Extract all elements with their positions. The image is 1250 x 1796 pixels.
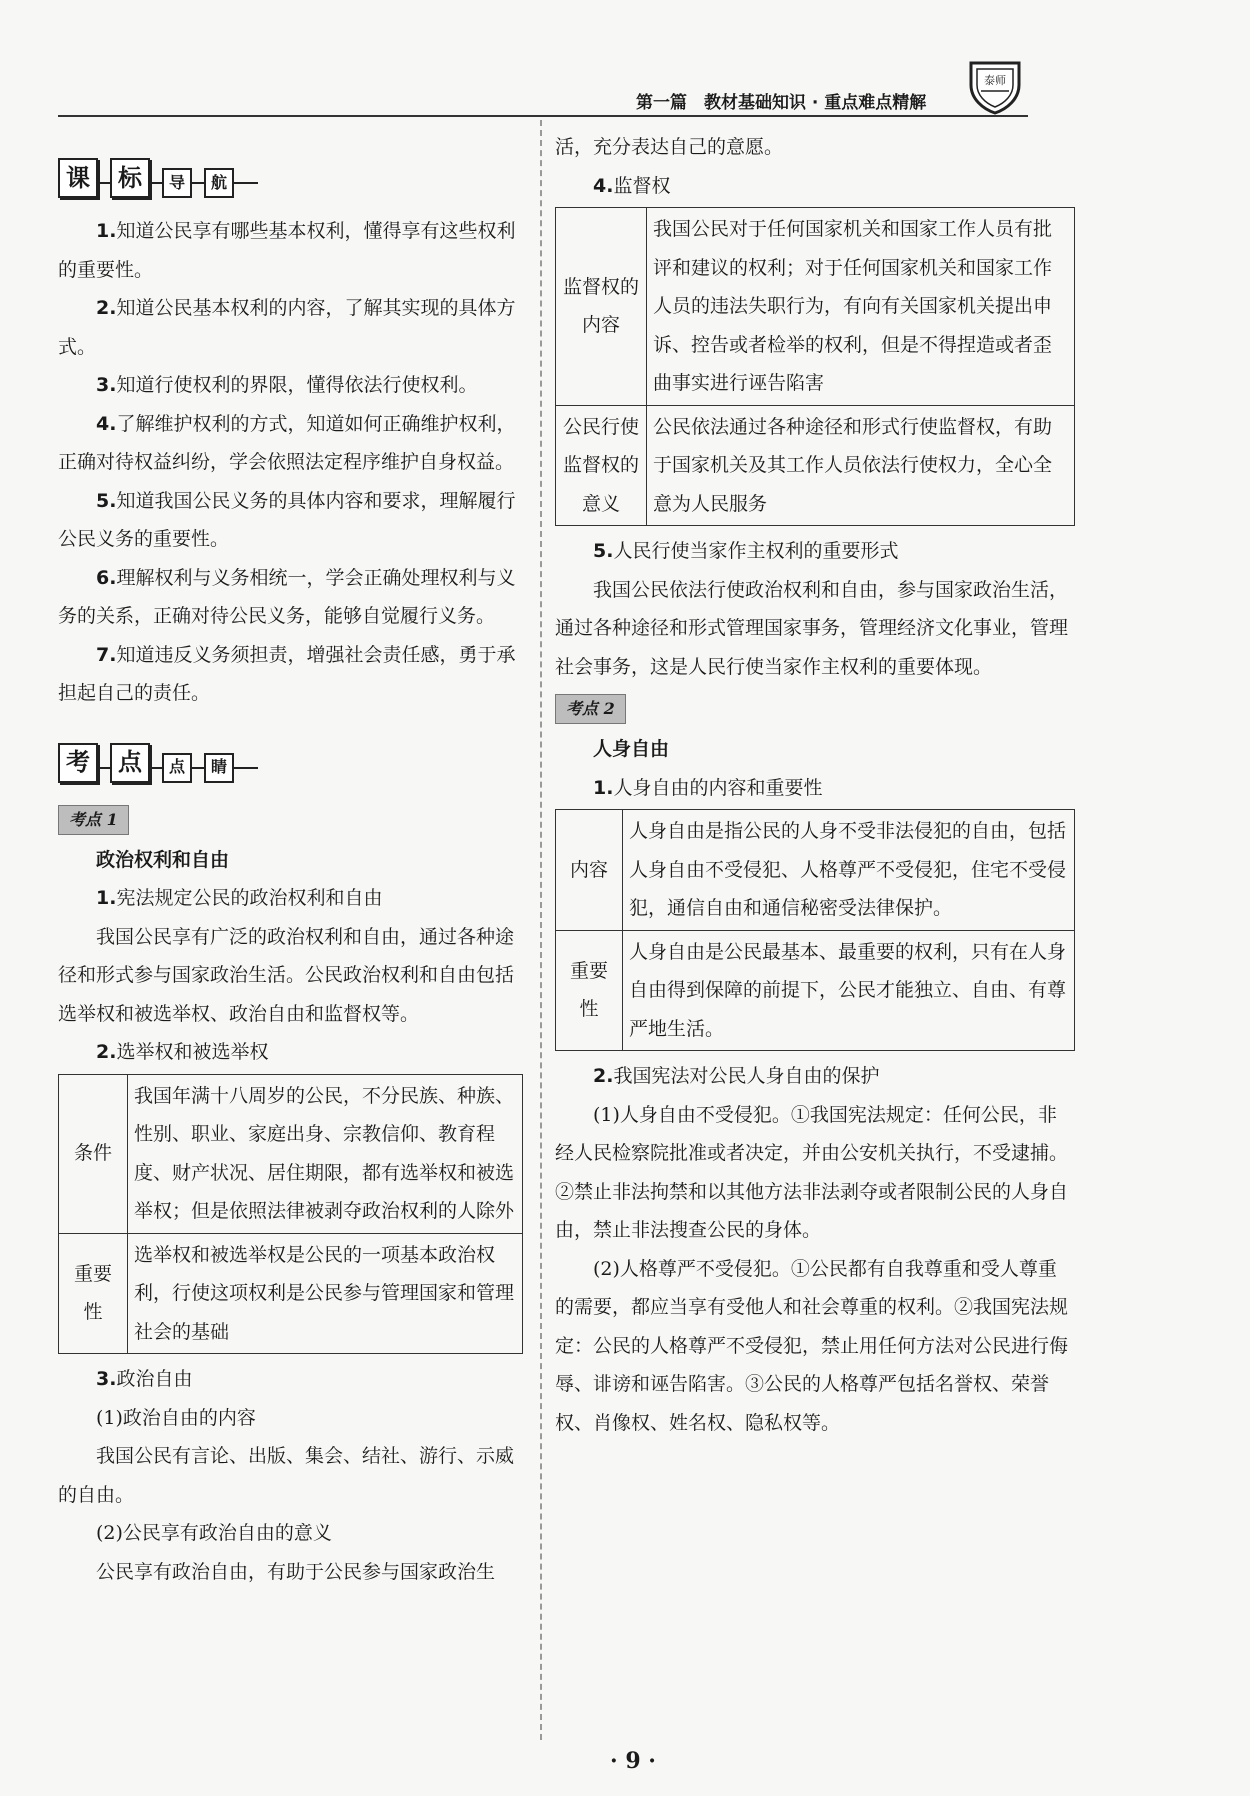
column-divider [540,120,542,1740]
paragraph: (2)人格尊严不受侵犯。①公民都有自我尊重和受人尊重的需要，都应当享有受他人和社会尊重的权利。②我国宪法规定：公民的人格尊严不受侵犯，禁止用任何方法对公民进行侮辱、诽谤和诬告陷害。③公民的人格尊严包括名誉权、荣誉权、肖像权、姓名权、隐私权等。 [555,1257,1069,1434]
banner-kaodian-dianjing [58,723,523,783]
table-row [556,208,1075,406]
table-value: 我国年满十八周岁的公民，不分民族、种族、性别、职业、家庭出身、宗教信仰、教育程度、财产状况、居住期限，都有选举权和被选举权；但是依照法律被剥夺政治权利的人除外 [128,1074,523,1233]
table-value: 人身自由是指公民的人身不受非法侵犯的自由，包括人身自由不受侵犯、人格尊严不受侵犯，住宅不受侵犯，通信自由和通信秘密受法律保护。 [623,810,1075,931]
table-key: 公民行使监督权的意义 [556,405,647,526]
paragraph: 公民享有政治自由，有助于公民参与国家政治生 [96,1560,496,1583]
banner-char: 考 [58,743,98,783]
subheading: 2.我国宪法对公民人身自由的保护 [593,1065,880,1087]
goal-item: 1.知道公民享有哪些基本权利，懂得享有这些权利的重要性。 [58,220,516,281]
kaodian-title: 政治权利和自由 [96,848,230,871]
subheading: 4.监督权 [593,174,671,197]
svg-text:泰师: 泰师 [984,74,1006,87]
goal-item: 2.知道公民基本权利的内容，了解其实现的具体方式。 [58,297,516,358]
paragraph: (1)人身自由不受侵犯。①我国宪法规定：任何公民，非经人民检察院批准或者决定，并由公安机关执行，不受逮捕。②禁止非法拘禁和以其他方法非法剥夺或者限制公民的人身自由，禁止非法搜查公民的身体。 [555,1103,1069,1241]
banner-char: 睛 [204,753,234,783]
page-number: · 9 · [610,1748,656,1774]
banner-char: 点 [162,753,192,783]
table-row [59,1074,523,1233]
subheading: 1.人身自由的内容和重要性 [593,776,823,799]
personal-freedom-table [555,809,1075,1051]
paragraph: 我国公民有言论、出版、集会、结社、游行、示威的自由。 [58,1445,515,1506]
kaodian-title: 人身自由 [593,738,670,760]
table-key: 监督权的内容 [556,208,647,406]
kaodian-tag: 考点 2 [555,694,626,724]
banner-char: 标 [110,158,150,198]
subheading: 2.选举权和被选举权 [96,1041,269,1063]
right-column [555,128,1075,1442]
subheading: 1.宪法规定公民的政治权利和自由 [96,887,383,909]
subheading: 3.政治自由 [96,1368,193,1390]
paragraph: 我国公民依法行使政治权利和自由，参与国家政治生活，通过各种途径和形式管理国家事务，管理经济文化事业，管理社会事务，这是人民行使当家作主权利的重要体现。 [555,578,1069,678]
banner-char: 课 [58,158,98,198]
subheading: (2)公民享有政治自由的意义 [96,1522,332,1544]
table-row [556,405,1075,526]
banner-char: 导 [162,168,192,198]
table-value: 人身自由是公民最基本、最重要的权利，只有在人身自由得到保障的前提下，公民才能独立、自由、有尊严地生活。 [623,930,1075,1051]
table-value: 公民依法通过各种途径和形式行使监督权，有助于国家机关及其工作人员依法行使权力，全心全意为人民服务 [647,405,1075,526]
table-key: 重要性 [59,1233,128,1354]
table-row [556,930,1075,1051]
goal-item: 3.知道行使权利的界限，懂得依法行使权利。 [96,374,478,396]
table-row [59,1233,523,1354]
goal-item: 6.理解权利与义务相统一，学会正确处理权利与义务的关系，正确对待公民义务，能够自觉履行义务。 [58,566,516,627]
table-row [556,810,1075,931]
goal-item: 4.了解维护权利的方式，知道如何正确维护权利，正确对待权益纠纷，学会依照法定程序维护自身权益。 [58,412,516,473]
kaodian-tag: 考点 1 [58,805,129,835]
banner-char: 点 [110,743,150,783]
election-rights-table [58,1074,523,1355]
table-key: 条件 [59,1074,128,1233]
running-header: 第一篇 教材基础知识 · 重点难点精解 [636,93,927,113]
paragraph: 我国公民享有广泛的政治权利和自由，通过各种途径和形式参与国家政治生活。公民政治权利和自由包括选举权和被选举权、政治自由和监督权等。 [58,925,515,1025]
banner-kebiao-daohang [58,138,523,198]
banner-char: 航 [204,168,234,198]
table-value: 选举权和被选举权是公民的一项基本政治权利，行使这项权利是公民参与管理国家和管理社会的基础 [128,1233,523,1354]
shield-logo-icon [965,55,1025,119]
goal-item: 7.知道违反义务须担责，增强社会责任感，勇于承担起自己的责任。 [58,643,516,704]
left-column [58,128,523,1591]
subheading: (1)政治自由的内容 [96,1406,256,1429]
supervision-table [555,207,1075,526]
paragraph: 活，充分表达自己的意愿。 [555,136,784,158]
table-key: 重要性 [556,930,623,1051]
goal-item: 5.知道我国公民义务的具体内容和要求，理解履行公民义务的重要性。 [58,489,516,550]
subheading: 5.人民行使当家作主权利的重要形式 [593,540,899,562]
table-value: 我国公民对于任何国家机关和国家工作人员有批评和建议的权利；对于任何国家机关和国家工作人员的违法失职行为，有向有关国家机关提出申诉、控告或者检举的权利，但是不得捏造或者歪曲事实进行诬告陷害 [647,208,1075,406]
header-rule [58,115,1028,117]
table-key: 内容 [556,810,623,931]
